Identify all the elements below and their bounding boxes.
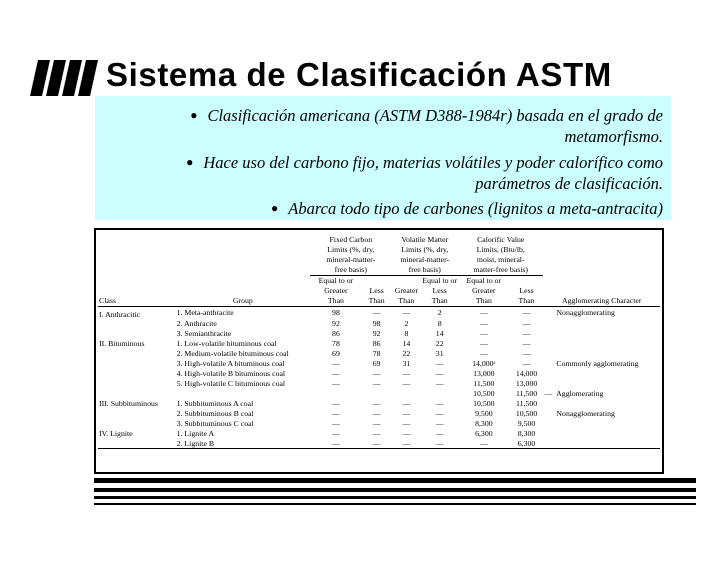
cv-ge-cell: 10,500 [473, 399, 495, 408]
slide-title: Sistema de Clasificación ASTM [106, 56, 612, 93]
vm-gt-cell: 31 [402, 359, 411, 368]
astm-table-frame [94, 228, 664, 474]
vm-greater: Greater [394, 286, 419, 295]
table-row [98, 349, 660, 359]
fc-ge-cell: — [332, 429, 340, 438]
cv-ge-cell: — [479, 339, 488, 348]
fc-lt-cell: — [372, 399, 381, 408]
class-cell: III. Subbituminous [99, 399, 158, 408]
table-row [98, 319, 660, 329]
class-cell [98, 329, 176, 339]
group-cell: 2. Medium-volatile bituminous coal [176, 349, 289, 358]
cv-lt-cell: 6,300 [510, 439, 544, 449]
fc-ge-cell: — [310, 439, 362, 449]
agglomerating-cell [543, 359, 660, 369]
group-cell: 3. Semianthracite [176, 329, 232, 338]
table-row [98, 369, 660, 379]
cv-lt-cell: — [522, 319, 531, 328]
class-cell: I. Anthracitic [99, 309, 141, 319]
vm-gt-cell: — [402, 429, 411, 438]
vm-gt-cell [391, 389, 421, 399]
class-cell [98, 379, 176, 389]
agglomerating-label: Nonagglomerating [556, 308, 615, 317]
class-cell [98, 439, 176, 449]
fc-ge-cell: — [332, 419, 340, 428]
agglomerating-cell [543, 419, 660, 429]
agglomerating-cell [543, 319, 660, 329]
bullet-text: Hace uso del carbono fijo, materias volátiles y poder calorífico como parámetros de clasificación. [203, 153, 663, 193]
agglomerating-cell [543, 389, 660, 399]
vm-gt-cell: 14 [402, 339, 411, 348]
vm-than: Than [391, 295, 421, 306]
fc-ge-cell: — [332, 359, 340, 368]
cv-ge-cell: — [479, 308, 488, 317]
agglomerating-cell [543, 306, 660, 319]
fc-ge-cell: — [332, 399, 340, 408]
table-row [98, 359, 660, 369]
vm-gt-cell: — [402, 419, 411, 428]
vm-gt-cell: 22 [402, 349, 411, 358]
vm-equal-to-or: Equal to or [422, 276, 458, 286]
cv-ge-cell: 6,300 [475, 429, 493, 438]
group-cell: 5. High-volatile C bituminous coal [176, 379, 286, 388]
fc-lt-cell: — [372, 369, 381, 378]
vm-gt-cell: 2 [404, 319, 409, 328]
agglomerating-cell [543, 399, 660, 409]
vm-gt-cell: — [402, 379, 411, 388]
calorific-value-header-line: Limits, (Btu/lb, [476, 244, 525, 254]
vm-le-cell: — [435, 399, 444, 408]
vm-le-cell: 31 [435, 349, 444, 358]
fc-lt-cell: 98 [372, 319, 381, 328]
class-cell [98, 389, 176, 399]
vm-gt-cell: — [391, 439, 421, 449]
vm-le-cell: — [435, 419, 444, 428]
cv-than: Than [510, 295, 544, 306]
fc-greater: Greater [324, 286, 348, 295]
cv-lt-cell: 10,500 [515, 409, 538, 418]
table-row [98, 399, 660, 409]
cv-ge-cell: 14,000ᶜ [472, 359, 496, 368]
agglomerating-cell [543, 439, 660, 449]
fc-lt-cell: — [372, 429, 381, 438]
cv-ge-cell: 9,500 [475, 409, 493, 418]
agglomerating-cell [543, 329, 660, 339]
bullet-dot-icon: ● [271, 201, 279, 215]
agglomerating-cell [543, 379, 660, 389]
fc-lt-cell [362, 389, 392, 399]
fixed-carbon-header-line: Limits (%, dry, [327, 244, 375, 254]
bullet-box [95, 96, 671, 220]
cv-ge-cell: 8,300 [475, 419, 493, 428]
vm-le-cell: 2 [437, 308, 442, 317]
agglomerating-label: Nonagglomerating [556, 409, 615, 418]
table-row [98, 429, 660, 439]
volatile-matter-header-line: free basis) [391, 264, 458, 275]
fc-less: Less [369, 286, 384, 295]
vm-gt-cell: — [402, 369, 411, 378]
bullet-dot-icon: ● [190, 108, 198, 122]
class-header: Class [98, 295, 176, 306]
vm-gt-cell: 8 [404, 329, 409, 338]
vm-less: Less [432, 286, 447, 295]
cv-lt-cell: — [522, 339, 531, 348]
calorific-value-header-line: moist, mineral- [476, 254, 525, 264]
vm-gt-cell: — [402, 308, 411, 317]
bottom-decoration-lines-icon [94, 478, 696, 508]
bullet-item [118, 153, 663, 193]
group-header: Group [176, 295, 311, 306]
cv-lt-cell: 11,500 [515, 389, 538, 398]
class-cell [98, 419, 176, 429]
group-cell: 1. Low-volatile bituminous coal [176, 339, 277, 348]
agglomerating-cell [543, 409, 660, 419]
vm-le-cell: — [435, 369, 444, 378]
cv-ge-cell: 10,500 [473, 389, 495, 398]
fc-ge-cell: — [332, 369, 340, 378]
agglomerating-header: Agglomerating Character [543, 295, 660, 306]
vm-le-cell [421, 389, 458, 399]
agglomerating-label: Commonly agglomerating [556, 359, 639, 368]
fc-lt-cell: 78 [372, 349, 381, 358]
vm-le-cell: — [435, 359, 444, 368]
fc-lt-cell: — [372, 379, 381, 388]
cv-lt-cell: — [522, 329, 531, 338]
vm-gt-cell: — [402, 409, 411, 418]
cv-ge-cell: — [479, 329, 488, 338]
group-cell: 2. Anthracite [176, 319, 217, 328]
vm-le-cell: — [435, 429, 444, 438]
group-cell: 1. Lignite A [176, 429, 215, 438]
agglomerating-label: Agglomerating [556, 389, 604, 398]
group-cell: 1. Subbituminous A coal [176, 399, 254, 408]
cv-lt-cell: 9,500 [517, 419, 536, 428]
title-decoration-bars-icon [30, 58, 100, 98]
bullet-text: Abarca todo tipo de carbones (lignitos a meta-antracita) [288, 199, 663, 218]
vm-le-cell: 14 [435, 329, 444, 338]
class-cell: IV. Lignite [99, 429, 133, 438]
fc-lt-cell: 92 [372, 329, 381, 338]
cv-lt-cell: — [522, 359, 531, 368]
group-cell: 2. Lignite B [176, 439, 311, 449]
fc-lt-cell: 69 [372, 359, 381, 368]
fc-ge-cell: — [332, 409, 340, 418]
cv-lt-cell: 13,000 [515, 379, 538, 388]
volatile-matter-header-line: mineral-matter- [400, 254, 450, 264]
cv-ge-cell: 11,500 [473, 379, 495, 388]
class-cell [98, 359, 176, 369]
cv-lt-cell: — [522, 308, 531, 317]
vm-than: Than [421, 295, 458, 306]
agglomerating-dash: — [544, 389, 555, 398]
cv-lt-cell: — [522, 349, 531, 358]
class-cell [98, 409, 176, 419]
cv-lt-cell: 8,300 [517, 429, 536, 438]
vm-le-cell: 22 [435, 339, 444, 348]
fc-lt-cell: — [372, 409, 381, 418]
agglomerating-cell [543, 349, 660, 359]
group-cell: 3. Subbituminous C coal [176, 419, 254, 428]
calorific-value-header-line: Calorific Value [477, 234, 525, 244]
cv-than: Than [458, 295, 510, 306]
calorific-value-header-line: matter-free basis) [458, 264, 543, 275]
class-cell [98, 349, 176, 359]
cv-lt-cell: 11,500 [515, 399, 538, 408]
table-row [98, 306, 660, 319]
fc-than: Than [362, 295, 392, 306]
cv-greater: Greater [472, 286, 496, 295]
fc-ge-cell: 92 [332, 319, 340, 328]
vm-le-cell: — [421, 439, 458, 449]
fixed-carbon-header-line: free basis) [310, 264, 391, 275]
table-row [98, 379, 660, 389]
table-row [98, 419, 660, 429]
group-cell: 2. Subbituminous B coal [176, 409, 254, 418]
vm-le-cell: 8 [437, 319, 442, 328]
bullet-text: Clasificación americana (ASTM D388-1984r) basada en el grado de metamorfismo. [207, 106, 663, 146]
table-row [98, 329, 660, 339]
bullet-item [203, 199, 663, 220]
group-cell: 4. High-volatile B bituminous coal [176, 369, 286, 378]
cv-ge-cell: — [479, 349, 488, 358]
group-cell [176, 389, 311, 399]
fc-lt-cell: — [362, 439, 392, 449]
group-cell: 3. High-volatile A bituminous coal [176, 359, 285, 368]
bullet-dot-icon: ● [186, 155, 194, 169]
fc-than: Than [310, 295, 362, 306]
fixed-carbon-header-line: Fixed Carbon [329, 234, 373, 244]
table-row [98, 409, 660, 419]
vm-le-cell: — [435, 409, 444, 418]
table-row [98, 439, 660, 449]
fc-lt-cell: — [372, 308, 381, 317]
class-cell: II. Bituminous [99, 339, 145, 348]
fc-ge-cell [310, 389, 362, 399]
volatile-matter-header-line: Volatile Matter [401, 234, 449, 244]
cv-ge-cell: — [458, 439, 510, 449]
vm-gt-cell: — [402, 399, 411, 408]
agglomerating-cell [543, 429, 660, 439]
group-cell: 1. Meta-anthracite [176, 308, 234, 317]
table-row [98, 389, 660, 399]
cv-ge-cell: — [479, 319, 488, 328]
fixed-carbon-header-line: mineral-matter- [326, 254, 376, 264]
fc-ge-cell: — [332, 379, 340, 388]
agglomerating-cell [543, 369, 660, 379]
volatile-matter-header-line: Limits (%, dry, [401, 244, 449, 254]
cv-ge-cell: 13,000 [473, 369, 495, 378]
fc-ge-cell: 98 [332, 308, 340, 317]
bullet-item [143, 106, 663, 146]
fc-equal-to-or: Equal to or [318, 276, 354, 286]
fc-ge-cell: 86 [332, 329, 340, 338]
class-cell [98, 319, 176, 329]
vm-le-cell: — [435, 379, 444, 388]
cv-lt-cell: 14,000 [515, 369, 538, 378]
fc-lt-cell: — [372, 419, 381, 428]
fc-ge-cell: 78 [332, 339, 340, 348]
fc-lt-cell: 86 [372, 339, 381, 348]
cv-less: Less [519, 286, 534, 295]
fc-ge-cell: 69 [332, 349, 340, 358]
cv-equal-to-or: Equal to or [466, 276, 502, 286]
table-row [98, 339, 660, 349]
agglomerating-cell [543, 339, 660, 349]
astm-classification-table [98, 234, 660, 449]
class-cell [98, 369, 176, 379]
